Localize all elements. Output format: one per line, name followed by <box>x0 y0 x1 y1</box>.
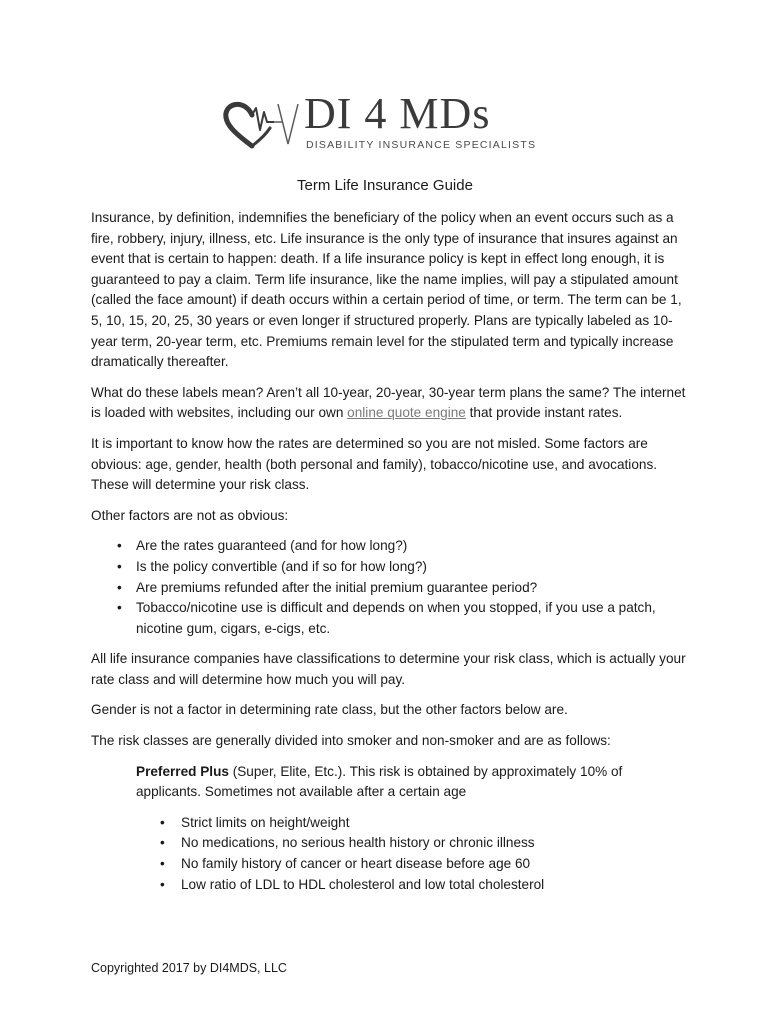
preferred-plus-text: (Super, Elite, Etc.). This risk is obtained by approximately 10% of applicants. Sometimes not available after a certain age <box>136 763 623 800</box>
risk-classes-paragraph: The risk classes are generally divided into smoker and non-smoker and are as follows: <box>91 733 611 749</box>
labels-paragraph <box>91 383 691 424</box>
company-logo <box>222 89 542 158</box>
list-item: • Low ratio of LDL to HDL cholesterol and low total cholesterol <box>136 875 691 896</box>
list-item: • Are premiums refunded after the initial premium guarantee period? <box>91 578 691 599</box>
copyright-footer: Copyrighted 2017 by DI4MDS, LLC <box>91 961 287 975</box>
list-item: • No medications, no serious health history or chronic illness <box>136 833 691 854</box>
intro-paragraph: Insurance, by definition, indemnifies the beneficiary of the policy when an event occurs such as a fire, robbery, injury, illness, etc. Life insurance is the only type of insurance that insures against an event that is certain to happen: death. If a life insurance policy is kept in effect long enough, it is guaranteed to pay a claim. Term life insurance, like the name implies, will pay a stipulated amount (called the face amount) if death occurs within a certain period of time, or term. The term can be 1, 5, 10, 15, 20, 25, 30 years or even longer if structured properly. Plans are typically labeled as 10-year term, 20-year term, etc. Premiums remain level for the stipulated term and typically increase dramatically thereafter. <box>91 210 682 370</box>
logo-title: DI 4 MDs <box>304 89 491 138</box>
logo-subtitle: DISABILITY INSURANCE SPECIALISTS <box>306 139 537 151</box>
classifications-paragraph: All life insurance companies have classifications to determine your risk class, which is actually your rate class and will determine how much you will pay. <box>91 651 686 687</box>
list-item: • Strict limits on height/weight <box>136 813 691 834</box>
rates-paragraph: It is important to know how the rates are determined so you are not misled. Some factors are obvious: age, gender, health (both personal and family), tobacco/nicotine use, and avocations. These will determine your risk class. <box>91 435 658 493</box>
list-item: • Are the rates guaranteed (and for how long?) <box>91 536 691 557</box>
page-title: Term Life Insurance Guide <box>297 177 473 194</box>
list-item: • Tobacco/nicotine use is difficult and depends on when you stopped, if you use a patch, nicotine gum, cigars, e-cigs, etc. <box>91 598 691 639</box>
labels-text-after: that provide instant rates. <box>465 405 623 421</box>
labels-text-before: What do these labels mean? Aren’t all 10-year, 20-year, 30-year term plans the same? The internet is loaded with websites, including our own <box>91 384 686 421</box>
list-item: • No family history of cancer or heart disease before age 60 <box>136 854 691 875</box>
document-body <box>91 208 691 905</box>
preferred-plus-section <box>136 762 691 896</box>
preferred-plus-paragraph <box>136 762 691 803</box>
factors-list <box>91 536 691 639</box>
list-item: • Is the policy convertible (and if so for how long?) <box>91 557 691 578</box>
heart-pulse-logo-icon <box>222 100 300 152</box>
gender-paragraph: Gender is not a factor in determining rate class, but the other factors below are. <box>91 702 568 718</box>
preferred-plus-label: Preferred Plus <box>136 763 229 779</box>
criteria-list <box>136 813 691 895</box>
online-quote-engine-link[interactable]: online quote engine <box>347 405 466 421</box>
other-factors-intro: Other factors are not as obvious: <box>91 507 289 523</box>
